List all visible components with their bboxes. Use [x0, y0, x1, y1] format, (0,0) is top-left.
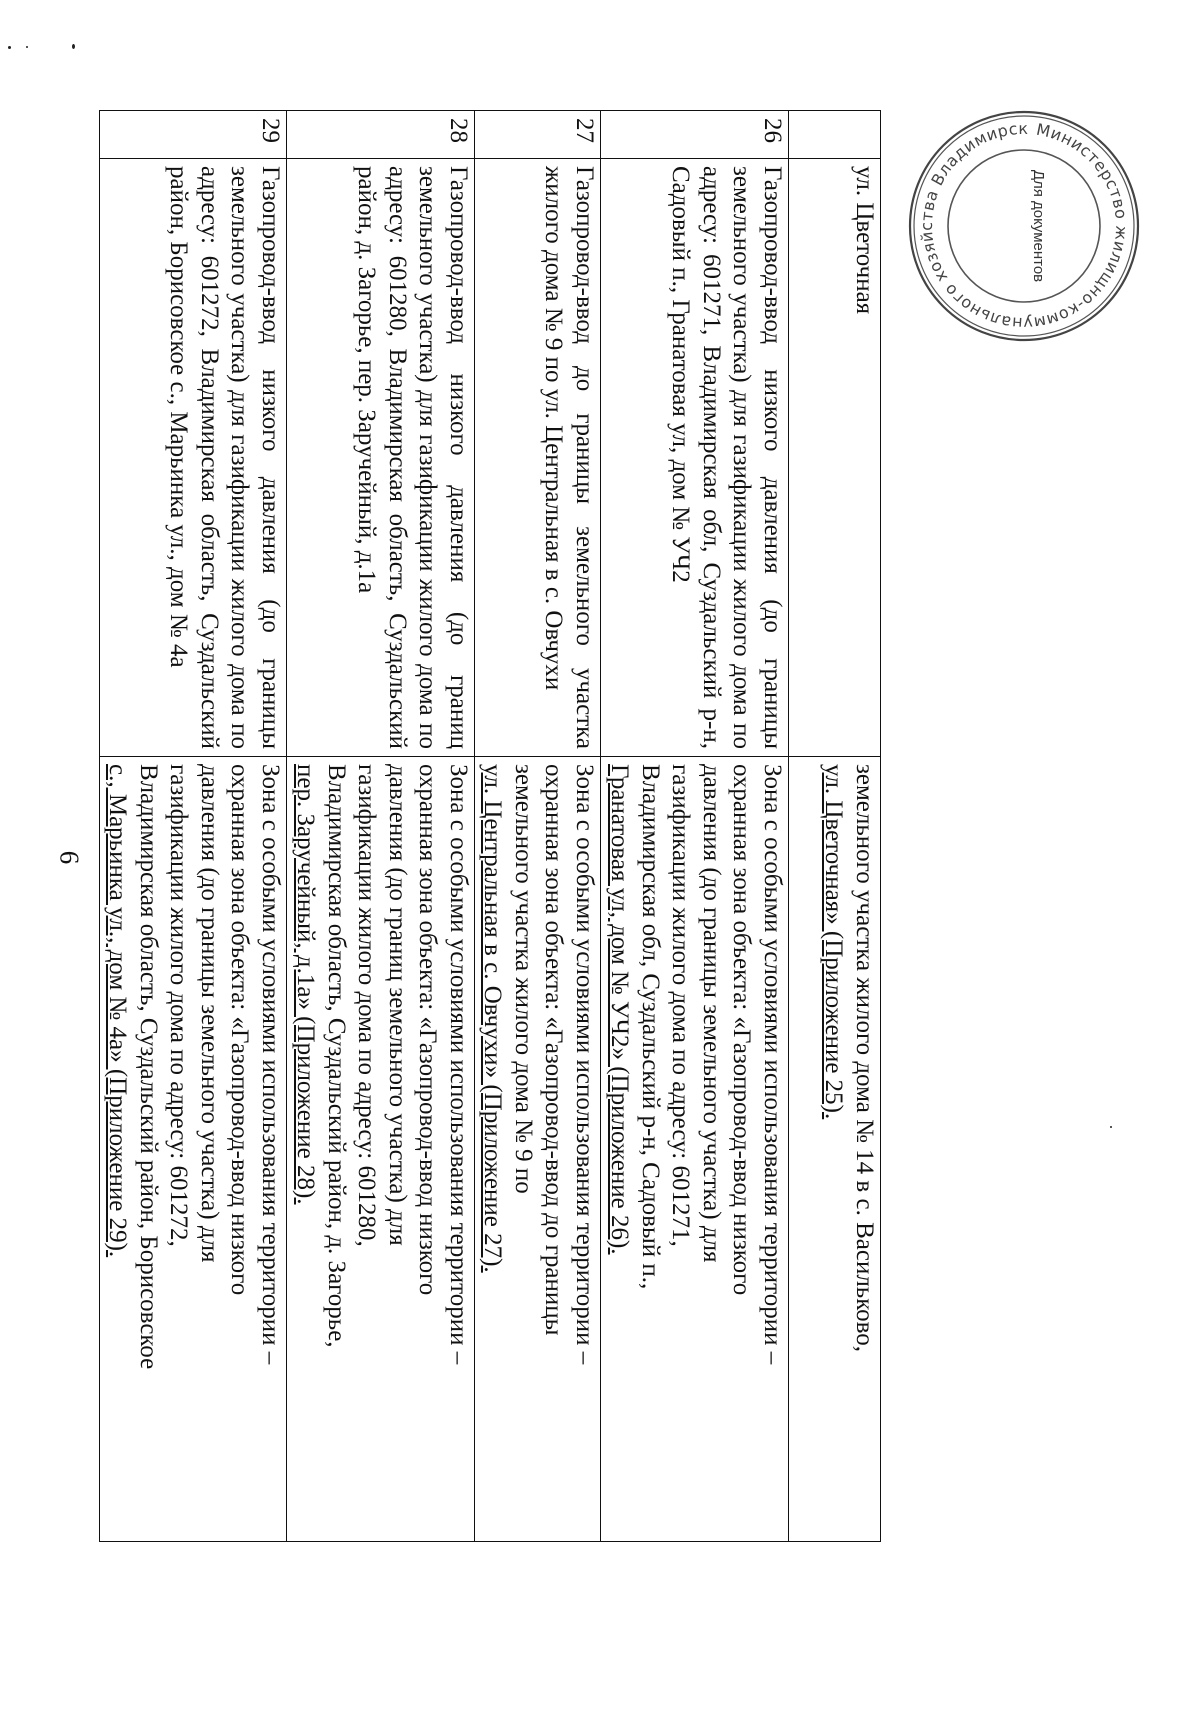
desc-line: Зона с особыми условиями использования территории –	[571, 764, 598, 1365]
desc-line: охранная зона объекта: «Газопровод-ввод низкого	[226, 764, 254, 1296]
row-number: 26	[601, 111, 789, 159]
desc-line: давления (до границ земельного участка) для	[384, 764, 411, 1246]
table-row	[789, 111, 881, 1542]
zone-description	[100, 757, 287, 1542]
row-number: 29	[100, 111, 287, 159]
desc-line: давления (до границы земельного участка) для	[196, 764, 223, 1263]
object-name: Газопровод-ввод низкого давления (до границ земельного участка) для газификации жилого дома по адресу: 601280, Владимирская область, Суздальский район, д. Загорье, пер. Заручейный, д.1а	[287, 159, 475, 757]
scan-speck	[8, 46, 11, 49]
stamp-center-text: Для документов	[1030, 169, 1047, 283]
zone-description	[601, 757, 789, 1542]
desc-line: охранная зона объекта: «Газопровод-ввод низкого	[728, 764, 756, 1296]
desc-line: земельного участка жилого дома № 14 в с. Васильково,	[851, 764, 878, 1352]
desc-line: охранная зона объекта: «Газопровод-ввод низкого	[414, 764, 442, 1296]
object-name: Газопровод-ввод низкого давления (до границы земельного участка) для газификации жилого дома по адресу: 601272, Владимирская область, Суздальский район, Борисовское с., Марьинка ул., дом № 4а	[100, 159, 287, 757]
desc-line: Владимирская область, Суздальский район, Борисовское	[135, 764, 162, 1370]
desc-line: газификации жилого дома по адресу: 601280,	[353, 764, 381, 1247]
desc-line: с., Марьинка ул., дом № 4а» (Приложение 29).	[104, 764, 132, 1258]
desc-line: Зона с особыми условиями использования территории –	[257, 764, 284, 1365]
desc-line: Зона с особыми условиями использования территории –	[445, 764, 472, 1365]
table-row	[100, 111, 287, 1542]
table-row	[287, 111, 475, 1542]
desc-line: Гранатовая ул, дом № УЧ2» (Приложение 26).	[606, 764, 634, 1255]
desc-line: газификации жилого дома по адресу: 601272,	[165, 764, 193, 1247]
zones-table	[99, 110, 881, 1542]
stamp-ring-text: Министерство жилищно-коммунального хозяйства Владимирск	[916, 118, 1132, 334]
desc-line: газификации жилого дома по адресу: 601271,	[667, 764, 695, 1247]
rotated-table-wrapper	[104, 110, 881, 1542]
desc-line: охранная зона объекта: «Газопровод-ввод до границы	[540, 764, 568, 1336]
row-number	[789, 111, 881, 159]
object-name: ул. Цветочная	[789, 159, 881, 757]
object-name: Газопровод-ввод до границы земельного участка жилого дома № 9 по ул. Центральная в с. Овчухи	[475, 159, 601, 757]
desc-line: пер. Заручейный, д.1а» (Приложение 28).	[292, 764, 320, 1205]
desc-line: земельного участка жилого дома № 9 по	[510, 764, 537, 1194]
scan-speck	[72, 44, 75, 49]
zone-description	[789, 757, 881, 1542]
row-number: 28	[287, 111, 475, 159]
desc-line: Владимирская область, Суздальский район, д. Загорье,	[323, 764, 350, 1348]
table-row	[601, 111, 789, 1542]
desc-line: ул. Цветочная» (Приложение 25).	[820, 764, 848, 1120]
row-number: 27	[475, 111, 601, 159]
desc-line: Владимирская обл, Суздальский р-н, Садовый п.,	[637, 764, 664, 1290]
official-stamp	[904, 106, 1144, 346]
table-row	[475, 111, 601, 1542]
page-number: 6	[54, 850, 85, 865]
desc-line: давления (до границы земельного участка) для	[698, 764, 725, 1263]
scan-speck	[1110, 1126, 1112, 1128]
desc-line: ул. Центральная в с. Овчухи» (Приложение 27).	[479, 764, 507, 1273]
desc-line: Зона с особыми условиями использования территории –	[759, 764, 786, 1365]
stamp-center	[904, 106, 1144, 346]
rotated-page	[104, 110, 881, 1542]
scan-speck	[26, 46, 28, 48]
zone-description	[475, 757, 601, 1542]
zone-description	[287, 757, 475, 1542]
object-name: Газопровод-ввод низкого давления (до границы земельного участка) для газификации жилого дома по адресу: 601271, Владимирская обл, Суздальский р-н, Садовый п., Гранатовая ул, дом № УЧ2	[601, 159, 789, 757]
